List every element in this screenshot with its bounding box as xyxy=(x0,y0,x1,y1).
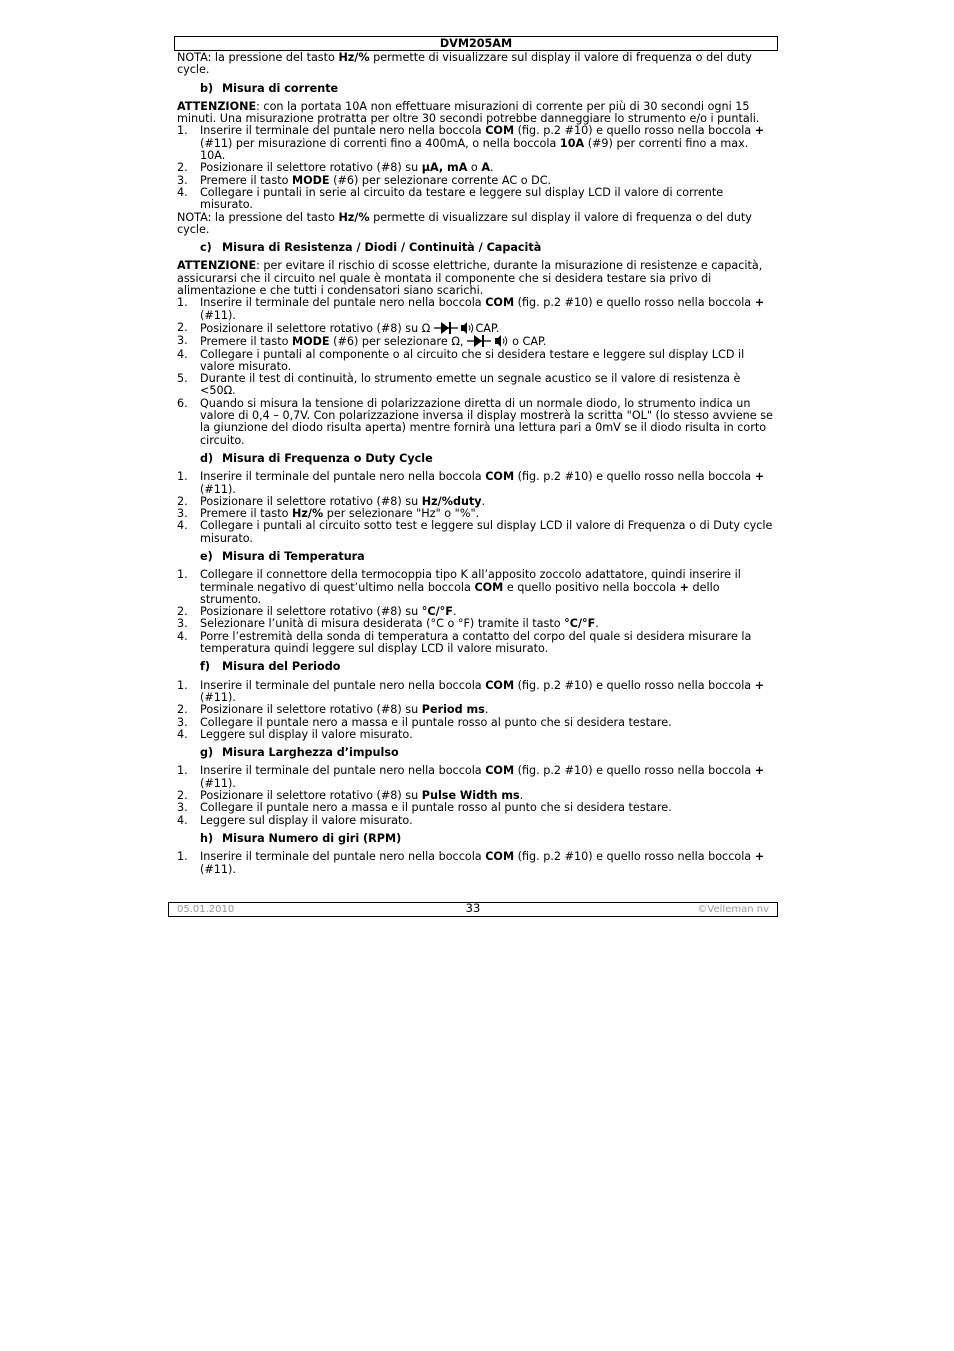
item-number: 4. xyxy=(177,813,188,827)
item-number: 5. xyxy=(177,372,188,386)
list-item xyxy=(177,765,777,790)
item-text: Inserire il terminale del puntale nero nella boccola xyxy=(200,124,486,138)
document-header xyxy=(174,36,778,51)
section-title: Misura di Temperatura xyxy=(222,549,365,563)
buzzer-icon xyxy=(461,322,475,334)
list-item xyxy=(177,297,777,322)
item-bold: COM xyxy=(474,580,504,594)
diode-icon xyxy=(434,322,458,334)
section-e-heading xyxy=(200,551,777,563)
item-text: Quando si misura la tensione di polarizzazione diretta di un normale diodo, lo strumento indica un valore di 0,4 – 0,7V. Con polarizzazione inversa il display mostrerà la scritta "OL" (lo stesso avviene se la giunzione del diodo risulta aperta) mentre fornirà una lettura pari a 0mV se il diodo risulta in corto circuito. xyxy=(200,396,773,447)
list-item xyxy=(177,335,777,348)
note-key: Hz/% xyxy=(338,210,370,224)
section-d-heading xyxy=(200,453,777,465)
section-c-steps xyxy=(177,297,777,447)
item-bold: 10A xyxy=(559,136,585,150)
item-text: Selezionare l’unità di misura desiderata (°C o °F) tramite il tasto xyxy=(200,617,565,631)
item-text: (#9) per correnti fino a max. 10A. xyxy=(200,136,749,163)
item-text: (#11). xyxy=(200,308,236,322)
section-g-heading xyxy=(200,747,777,759)
section-letter: c) xyxy=(200,241,212,255)
item-bold: + xyxy=(679,580,689,594)
item-text: Inserire il terminale del puntale nero nella boccola xyxy=(200,678,486,692)
item-bold: COM xyxy=(485,124,515,138)
section-letter: h) xyxy=(200,831,214,845)
note-text: NOTA: la pressione del tasto xyxy=(177,210,339,224)
item-text: Posizionare il selettore rotativo (#8) su xyxy=(200,161,422,175)
item-text: dello strumento. xyxy=(200,580,720,606)
item-text: (fig. p.2 #10) e quello rosso nella boccola xyxy=(514,850,755,864)
item-text: o CAP. xyxy=(508,335,547,349)
item-number: 1. xyxy=(177,764,188,778)
section-f-heading xyxy=(200,661,777,673)
item-number: 1. xyxy=(177,124,188,138)
item-bold: Pulse Width ms xyxy=(421,789,520,803)
item-text: Inserire il terminale del puntale nero nella boccola xyxy=(200,470,486,484)
item-text: Premere il tasto xyxy=(200,507,292,521)
item-number: 3. xyxy=(177,334,188,348)
warning-label: ATTENZIONE xyxy=(177,259,257,273)
item-bold: Hz/%duty xyxy=(421,494,482,508)
item-text: Posizionare il selettore rotativo (#8) su Ω xyxy=(200,321,431,335)
item-text: Inserire il terminale del puntale nero nella boccola xyxy=(200,764,486,778)
item-text: (fig. p.2 #10) e quello rosso nella boccola xyxy=(514,470,755,484)
item-text: Collegare i puntali in serie al circuito da testare e leggere sul display LCD il valore di corrente misurato. xyxy=(200,185,724,212)
section-d-steps xyxy=(177,471,777,545)
list-item xyxy=(177,349,777,374)
buzzer-icon xyxy=(495,335,509,347)
item-text: Posizionare il selettore rotativo (#8) su xyxy=(200,494,422,508)
item-text: Posizionare il selettore rotativo (#8) su xyxy=(200,605,422,619)
section-b-note xyxy=(177,212,777,237)
item-bold: + xyxy=(754,470,765,484)
section-title: Misura di Frequenza o Duty Cycle xyxy=(222,451,433,465)
list-item xyxy=(177,569,777,606)
item-text: (#11) per misurazione di correnti fino a 400mA, o nella boccola xyxy=(200,136,560,150)
section-e-steps xyxy=(177,569,777,655)
item-number: 2. xyxy=(177,494,188,508)
item-number: 4. xyxy=(177,629,188,643)
item-text: Collegare i puntali al circuito sotto test e leggere sul display LCD il valore di Frequenza o di Duty cycle misurato. xyxy=(200,519,773,545)
item-bold: Hz/% xyxy=(292,507,324,521)
list-item xyxy=(177,729,777,741)
section-title: Misura di corrente xyxy=(222,81,339,95)
item-text: . xyxy=(484,703,489,717)
section-h-heading xyxy=(200,833,777,845)
section-title: Misura del Periodo xyxy=(222,660,341,674)
item-text: . xyxy=(519,789,524,803)
item-number: 2. xyxy=(177,605,188,619)
page-content xyxy=(177,52,777,876)
section-title: Misura di Resistenza / Diodi / Continuità / Capacità xyxy=(222,241,542,255)
item-text: Porre l’estremità della sonda di temperatura a contatto del corpo del quale si desidera misurare la temperatura quindi leggere sul display LCD il valore misurato. xyxy=(200,629,752,656)
item-text: Collegare i puntali al componente o al circuito che si desidera testare e leggere sul display LCD il valore misurato. xyxy=(200,347,745,373)
list-item xyxy=(177,373,777,398)
item-number: 4. xyxy=(177,727,188,741)
item-text: Leggere sul display il valore misurato. xyxy=(200,727,413,741)
item-number: 3. xyxy=(177,507,188,521)
warning-text: : con la portata 10A non effettuare misurazioni di corrente per più di 30 secondi ogni 15 minuti. Una misurazione protratta per oltre 30 secondi potrebbe danneggiare lo strumento e/o i puntali. xyxy=(177,99,760,126)
item-text: Collegare il puntale nero a massa e il puntale rosso al punto che si desidera testare. xyxy=(200,715,672,729)
section-c-warning xyxy=(177,260,777,297)
document-footer xyxy=(168,902,778,917)
item-bold: MODE xyxy=(292,173,330,187)
section-title: Misura Larghezza d’impulso xyxy=(222,746,399,760)
item-text: Posizionare il selettore rotativo (#8) su xyxy=(200,703,422,717)
item-number: 2. xyxy=(177,161,188,175)
section-letter: g) xyxy=(200,746,214,760)
model-title: DVM205AM xyxy=(439,37,513,50)
intro-note-text-end: permette di visualizzare sul display il valore di frequenza o del duty cycle. xyxy=(177,51,752,77)
section-title: Misura Numero di giri (RPM) xyxy=(222,831,402,845)
item-number: 1. xyxy=(177,470,188,484)
item-number: 4. xyxy=(177,347,188,361)
item-text: (#11). xyxy=(200,482,236,496)
item-number: 6. xyxy=(177,396,188,410)
section-b-steps xyxy=(177,125,777,211)
item-text: Premere il tasto xyxy=(200,335,292,349)
section-letter: e) xyxy=(200,549,213,563)
item-number: 3. xyxy=(177,617,188,631)
item-text: (fig. p.2 #10) e quello rosso nella boccola xyxy=(514,764,755,778)
intro-note-text: NOTA: la pressione del tasto xyxy=(177,51,339,64)
warning-text: : per evitare il rischio di scosse elettriche, durante la misurazione di resistenze e capacità, assicurarsi che il circuito nel quale è montata il componente che si desidera testare sia privo di alimentazione e che tutti i condensatori siano scarichi. xyxy=(177,259,763,298)
footer-copyright: ©Velleman nv xyxy=(697,904,769,915)
item-bold: °C/°F xyxy=(421,605,453,619)
section-letter: d) xyxy=(200,451,214,465)
item-bold: COM xyxy=(485,850,515,864)
list-item xyxy=(177,187,777,212)
list-item xyxy=(177,125,777,162)
item-bold: MODE xyxy=(292,335,330,349)
section-letter: f) xyxy=(200,660,210,674)
intro-note xyxy=(177,52,777,77)
item-text: Posizionare il selettore rotativo (#8) su xyxy=(200,789,422,803)
item-text: . xyxy=(490,161,494,175)
item-text: Collegare il connettore della termocoppia tipo K all’apposito zoccolo adattatore, quindi inserire il terminale negativo di quest’ultimo nella boccola xyxy=(200,568,741,594)
item-number: 4. xyxy=(177,519,188,533)
section-c-heading xyxy=(200,242,777,254)
section-letter: b) xyxy=(200,81,214,95)
item-number: 3. xyxy=(177,173,188,187)
item-text: Leggere sul display il valore misurato. xyxy=(200,813,413,827)
item-text: (fig. p.2 #10) e quello rosso nella boccola xyxy=(514,124,755,138)
note-text: permette di visualizzare sul display il valore di frequenza o del duty cycle. xyxy=(177,210,752,236)
item-bold: + xyxy=(754,764,765,778)
warning-label: ATTENZIONE xyxy=(177,99,257,113)
item-text: (#11). xyxy=(200,776,236,790)
section-g-steps xyxy=(177,765,777,826)
item-text: (fig. p.2 #10) e quello rosso nella boccola xyxy=(514,678,755,692)
intro-note-key: Hz/% xyxy=(338,51,370,64)
item-bold: + xyxy=(754,678,765,692)
list-item xyxy=(177,680,777,705)
item-text: (#11). xyxy=(200,862,236,876)
item-bold: A xyxy=(481,161,490,175)
item-number: 2. xyxy=(177,703,188,717)
item-text: . xyxy=(595,617,599,631)
item-text: e quello positivo nella boccola xyxy=(503,580,680,594)
item-number: 2. xyxy=(177,320,188,334)
item-bold: + xyxy=(754,850,765,864)
item-text: . xyxy=(452,605,457,619)
item-bold: °C/°F xyxy=(564,617,596,631)
item-number: 4. xyxy=(177,185,188,199)
item-bold: COM xyxy=(485,296,515,310)
item-number: 1. xyxy=(177,568,188,582)
list-item xyxy=(177,851,777,876)
item-number: 2. xyxy=(177,789,188,803)
section-b-warning xyxy=(177,101,777,126)
item-text: (#6) per selezionare corrente AC o DC. xyxy=(329,173,552,187)
section-b-heading xyxy=(200,83,777,95)
item-text: per selezionare "Hz" o "%". xyxy=(323,507,480,521)
item-bold: + xyxy=(754,296,765,310)
item-number: 1. xyxy=(177,296,188,310)
item-text: CAP. xyxy=(475,321,500,335)
item-bold: + xyxy=(754,124,765,138)
footer-date: 05.01.2010 xyxy=(177,904,235,915)
item-number: 1. xyxy=(177,850,188,864)
item-number: 3. xyxy=(177,715,188,729)
section-f-steps xyxy=(177,680,777,741)
item-bold: µA, mA xyxy=(421,161,468,175)
diode-icon xyxy=(467,335,491,347)
list-item xyxy=(177,398,777,447)
list-item xyxy=(177,631,777,656)
item-text: (#6) per selezionare Ω, xyxy=(329,335,467,349)
item-bold: COM xyxy=(485,764,515,778)
item-bold: COM xyxy=(485,470,515,484)
item-text: Premere il tasto xyxy=(200,173,292,187)
item-number: 3. xyxy=(177,801,188,815)
list-item xyxy=(177,815,777,827)
item-text: o xyxy=(467,161,482,175)
item-text: Durante il test di continuità, lo strumento emette un segnale acustico se il valore di resistenza è <50Ω. xyxy=(200,372,741,398)
item-number: 1. xyxy=(177,678,188,692)
item-bold: Period ms xyxy=(421,703,485,717)
list-item xyxy=(177,471,777,496)
item-text: . xyxy=(481,494,486,508)
item-text: (fig. p.2 #10) e quello rosso nella boccola xyxy=(514,296,755,310)
section-h-steps xyxy=(177,851,777,876)
item-text: Inserire il terminale del puntale nero nella boccola xyxy=(200,296,486,310)
list-item xyxy=(177,322,777,335)
list-item xyxy=(177,520,777,545)
page-number: 33 xyxy=(465,901,481,915)
item-bold: COM xyxy=(485,678,515,692)
item-text: Inserire il terminale del puntale nero nella boccola xyxy=(200,850,486,864)
item-text: (#11). xyxy=(200,690,236,704)
item-text: Collegare il puntale nero a massa e il puntale rosso al punto che si desidera testare. xyxy=(200,801,672,815)
